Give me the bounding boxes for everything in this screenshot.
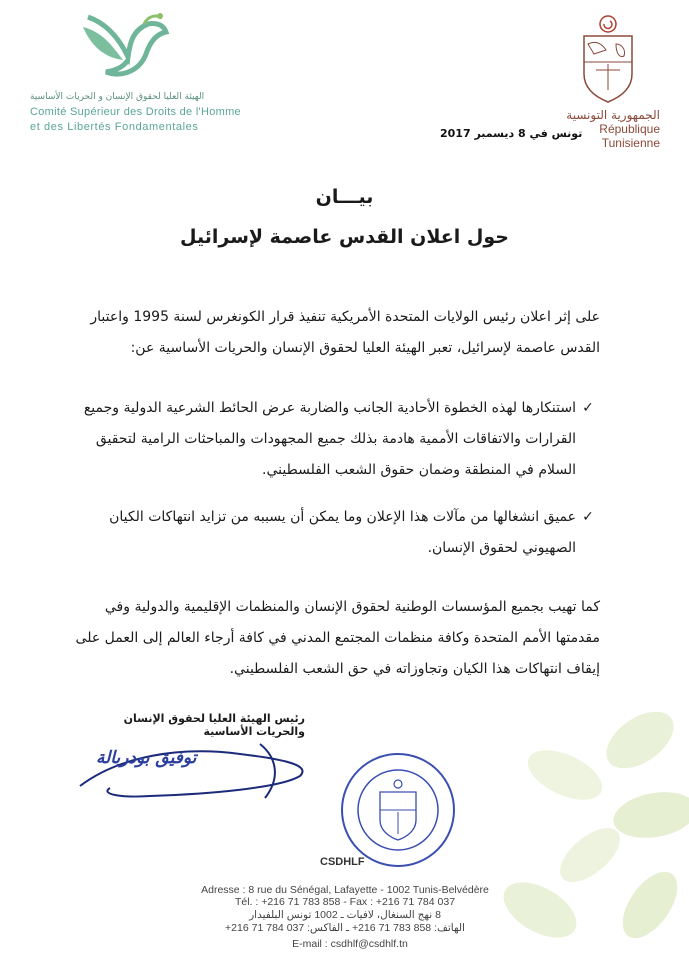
document-title: بيـــان	[315, 186, 374, 208]
signatory-title: رئيس الهيئة العليا لحقوق الإنسان والحريات الأساسية	[123, 712, 305, 738]
bullet-item-1	[80, 393, 600, 486]
check-mark-icon: ✓	[582, 509, 594, 525]
org-name-arabic: الهيئة العليا لحقوق الإنسان و الحريات الأساسية	[30, 92, 205, 102]
dove-logo-icon	[78, 12, 170, 92]
bullet-text-1: استنكارها لهذه الخطوة الأحادية الجانب والضاربة عرض الحائط الشرعية الدولية وجميع القرارات والاتفاقات الأممية هادمة بذلك جميع المجهودات والمباحثات الرامية لتحقيق السلام في المنطقة وضمان حقوق الشعب الفلسطيني.	[83, 400, 576, 478]
republic-name-french: République Tunisienne	[599, 122, 660, 150]
org-name-french-line1: Comité Supérieur des Droits de l'Homme	[30, 106, 241, 118]
email-address: E-mail : csdhlf@csdhlf.tn	[292, 938, 408, 950]
bullet-item-2	[80, 502, 600, 564]
address-arabic: 8 نهج السنغال، لافيات ـ 1002 تونس البلفيدار	[249, 909, 441, 921]
phone-fax-french: Tél. : +216 71 783 858 - Fax : +216 71 784 037	[234, 896, 456, 908]
document-subtitle: حول اعلان القدس عاصمة لإسرائيل	[180, 226, 509, 248]
intro-paragraph: على إثر اعلان رئيس الولايات المتحدة الأمريكية تنفيذ قرار الكونغرس لسنة 1995 واعتبار القدس عاصمة لإسرائيل، تعبر الهيئة العليا لحقوق الإنسان والحريات الأساسية عن:	[90, 309, 600, 356]
org-name-french-line2: et des Libertés Fondamentales	[30, 121, 199, 133]
check-mark-icon: ✓	[582, 400, 594, 416]
phone-fax-arabic: الهاتف: 858 783 71 216+ ـ الفاكس: 037 784 71 216+	[225, 922, 465, 934]
bullet-text-2: عميق انشغالها من مآلات هذا الإعلان وما يمكن أن يسببه من تزايد انتهاكات الكيان الصهيوني لحقوق الإنسان.	[109, 509, 576, 556]
signatory-name: توفيق بودربالة	[96, 748, 197, 768]
official-stamp-icon	[338, 750, 458, 870]
address-french: Adresse : 8 rue du Sénégal, Lafayette - 1002 Tunis-Belvédère	[201, 884, 489, 896]
republic-name-arabic: الجمهورية التونسية	[566, 108, 660, 122]
tunisia-emblem-icon	[578, 14, 638, 104]
closing-paragraph: كما تهيب بجميع المؤسسات الوطنية لحقوق الإنسان والمنظمات الإقليمية والدولية وفي مقدمتها الأمم المتحدة وكافة منظمات المجتمع المدني في كافة أرجاء العالم إلى العمل على إيقاف انتهاكات هذا الكيان وتجاوزاته في حق الشعب الفلسطيني.	[75, 599, 600, 677]
document-date: تونس في 8 ديسمبر 2017	[440, 127, 583, 140]
org-acronym: CSDHLF	[320, 856, 365, 868]
handwritten-signature-icon	[60, 736, 330, 806]
